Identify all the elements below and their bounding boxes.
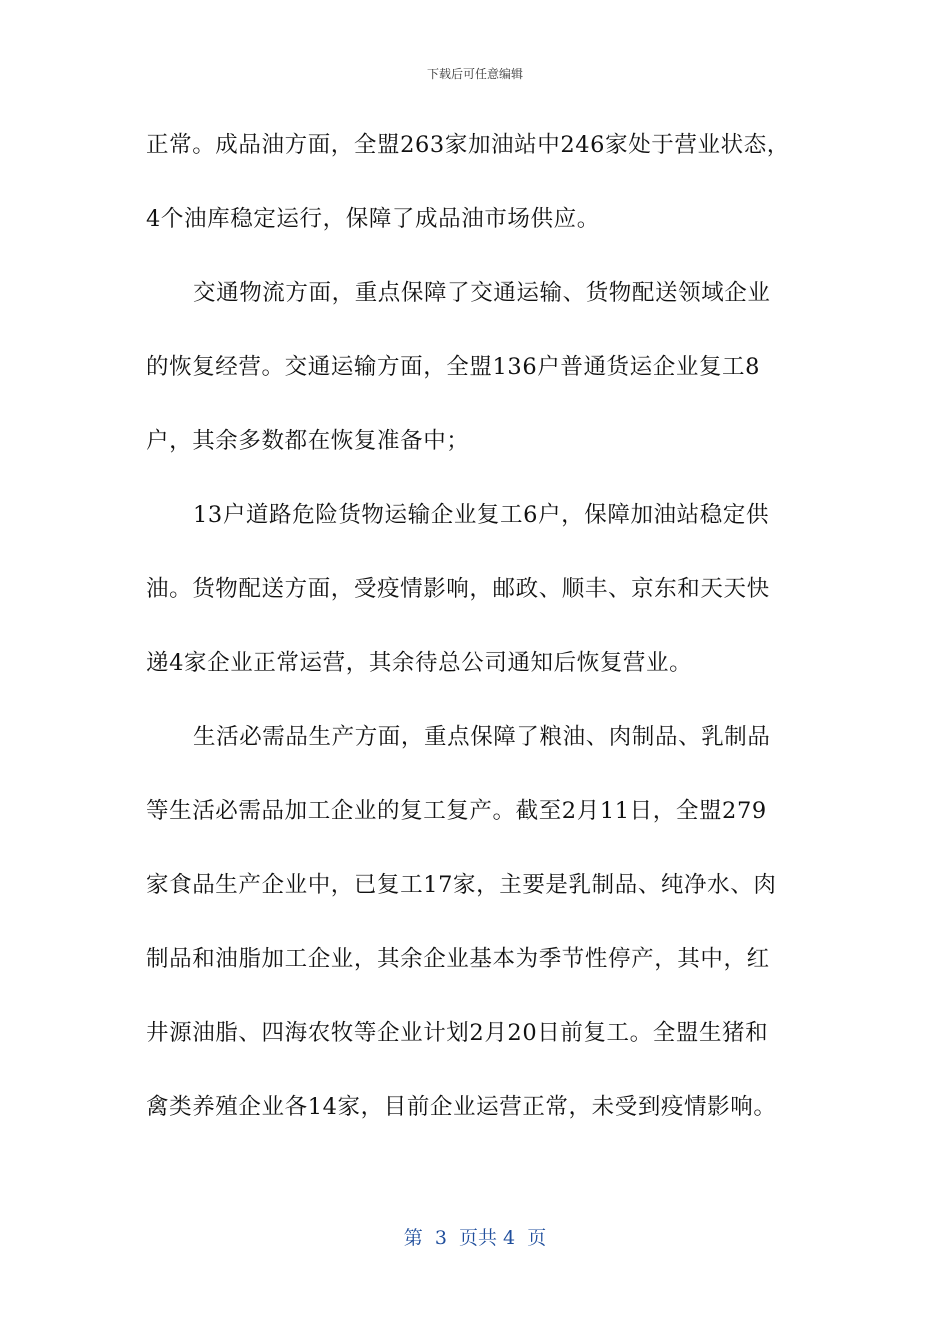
paragraph [146,716,810,1160]
text-line: 的恢复经营。交通运输方面，全盟136户普通货运企业复工8 [146,354,761,380]
text-line: 家食品生产企业中，已复工17家，主要是乳制品、纯净水、肉 [146,872,777,898]
text-line: 递4家企业正常运营，其余待总公司通知后恢复营业。 [146,650,693,676]
text-line: 制品和油脂加工企业，其余企业基本为季节性停产，其中，红 [146,946,770,972]
text-line: 4个油库稳定运行，保障了成品油市场供应。 [146,206,600,232]
text-line: 13户道路危险货物运输企业复工6户，保障加油站稳定供 [193,502,770,528]
text-line: 井源油脂、四海农牧等企业计划2月20日前复工。全盟生猪和 [146,1020,769,1046]
text-line: 正常。成品油方面，全盟263家加油站中246家处于营业状态， [146,132,790,158]
text-line: 禽类养殖企业各14家，目前企业运营正常，未受到疫情影响。 [146,1094,777,1120]
text-line: 生活必需品生产方面，重点保障了粮油、肉制品、乳制品 [193,724,771,750]
paragraph [146,124,810,272]
text-line: 等生活必需品加工企业的复工复产。截至2月11日，全盟279 [146,798,767,824]
text-line: 户，其余多数都在恢复准备中； [146,428,470,454]
page-header: 下载后可任意编辑 [426,67,523,81]
document-body [146,124,810,1160]
paragraph [146,272,810,494]
page-number-footer: 第 3 页共 4 页 [403,1227,547,1249]
paragraph [146,494,810,716]
text-line: 交通物流方面，重点保障了交通运输、货物配送领域企业 [193,280,771,306]
text-line: 油。货物配送方面，受疫情影响，邮政、顺丰、京东和天天快 [146,576,770,602]
